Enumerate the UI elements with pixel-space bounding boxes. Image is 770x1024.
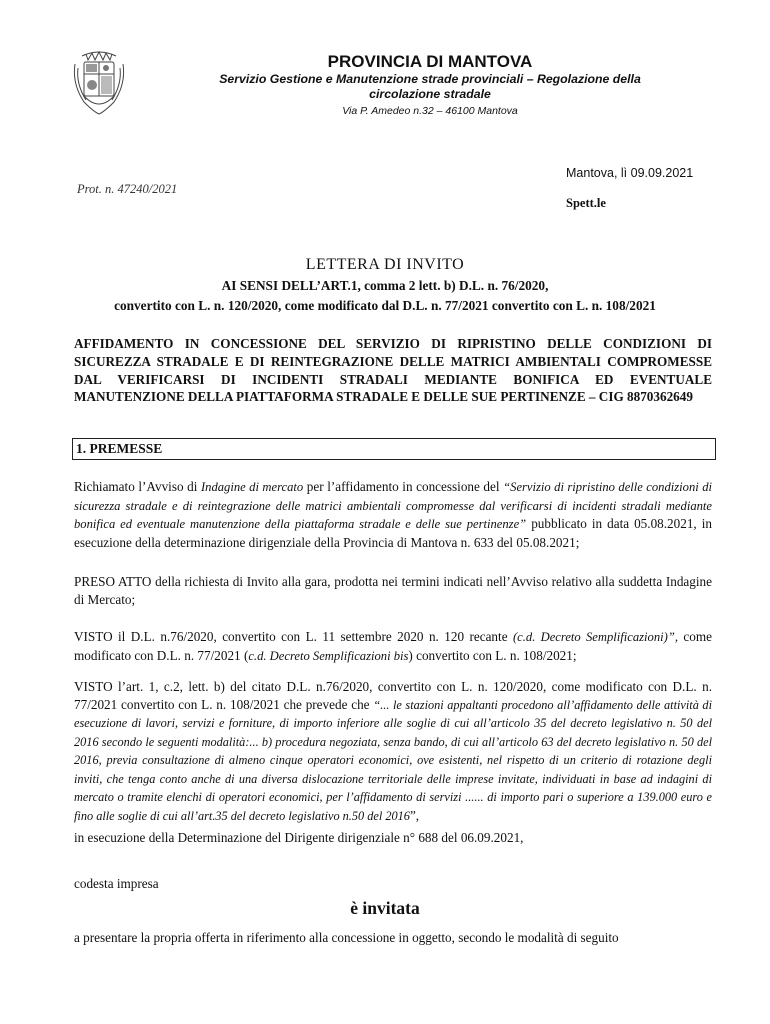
legal-basis-line-1: AI SENSI DELL’ART.1, comma 2 lett. b) D.L. n. 76/2020, <box>221 278 549 293</box>
legal-basis-line-2: convertito con L. n. 120/2020, come modificato dal D.L. n. 77/2021 convertito con L. n. 108/2021 <box>114 298 656 313</box>
organization-name: PROVINCIA DI MANTOVA <box>327 52 533 71</box>
paragraph-codesta-impresa: codesta impresa <box>74 876 159 891</box>
invited-heading: è invitata <box>350 898 420 918</box>
letterhead <box>200 52 660 118</box>
section-heading: 1. PREMESSE <box>72 438 716 460</box>
letter-title: LETTERA DI INVITO <box>305 256 465 273</box>
paragraph-offerta: a presentare la propria offerta in riferimento alla concessione in oggetto, secondo le modalità di seguito <box>74 930 619 945</box>
protocol-number: Prot. n. 47240/2021 <box>77 182 178 196</box>
coat-of-arms-icon <box>72 50 126 116</box>
department-name: Servizio Gestione e Manutenzione strade provinciali – Regolazione della circolazione stradale <box>219 72 641 101</box>
paragraph-avviso: Richiamato l’Avviso di Indagine di mercato per l’affidamento in concessione del “Servizio di ripristino delle condizioni di sicurezza stradale e di reintegrazione delle matrici ambientali compromesse dal verificarsi di incidenti stradali mediante bonifica ed eventuale manutenzione della piattaforma stradale e delle sue pertinenze” pubblicato in data 05.08.2021, in esecuzione della determinazione dirigenziale della Provincia di Mantova n. 633 del 05.08.2021; <box>74 479 712 550</box>
paragraph-determinazione: in esecuzione della Determinazione del Dirigente dirigenziale n° 688 del 06.09.2021, <box>74 830 524 845</box>
paragraph-preso-atto: PRESO ATTO della richiesta di Invito alla gara, prodotta nei termini indicati nell’Avviso relativo alla suddetta Indagine di Mercato; <box>74 574 712 607</box>
paragraph-visto-dl: VISTO il D.L. n.76/2020, convertito con L. 11 settembre 2020 n. 120 recante (c.d. Decreto Semplificazioni)”, come modificato con D.L. n. 77/2021 (c.d. Decreto Semplificazioni bis) convertito con L. n. 108/2021; <box>74 629 712 663</box>
organization-address: Via P. Amedeo n.32 – 46100 Mantova <box>342 105 518 117</box>
recipient-salutation: Spett.le <box>566 196 606 210</box>
place-date: Mantova, lì 09.09.2021 <box>566 166 694 180</box>
letter-subject: AFFIDAMENTO IN CONCESSIONE DEL SERVIZIO DI RIPRISTINO DELLE CONDIZIONI DI SICUREZZA STRADALE E DI REINTEGRAZIONE DELLE MATRICI AMBIENTALI COMPROMESSE DAL VERIFICARSI DI INCIDENTI STRADALI MEDIANTE BONIFICA ED EVENTUALE MANUTENZIONE DELLA PIATTAFORMA STRADALE E DELLE SUE PERTINENZE – CIG 8870362649 <box>74 336 712 405</box>
paragraph-visto-art: VISTO l’art. 1, c.2, lett. b) del citato D.L. n.76/2020, convertito con L. n. 120/2020, come modificato con D.L. n. 77/2021 convertito con L. n. 108/2021 che prevede che “... le stazioni appaltanti procedono all’affidamento delle attività di esecuzione di lavori, servizi e forniture, di importo inferiore alle soglie di cui all’articolo 35 del decreto legislativo n. 50 del 2016 secondo le seguenti modalità:... b) procedura negoziata, senza bando, di cui all’articolo 63 del decreto legislativo n. 50 del 2016, previa consultazione di almeno cinque operatori economici, ove esistenti, nel rispetto di un criterio di rotazione degli inviti, che tenga conto anche di una diversa dislocazione territoriale delle imprese invitate, individuati in base ad indagini di mercato o tramite elenchi di operatori economici, per l’affidamento di servizi ...... di importo pari o superiore a 139.000 euro e fino alle soglie di cui all’art.35 del decreto legislativo n.50 del 2016”, <box>74 679 712 823</box>
